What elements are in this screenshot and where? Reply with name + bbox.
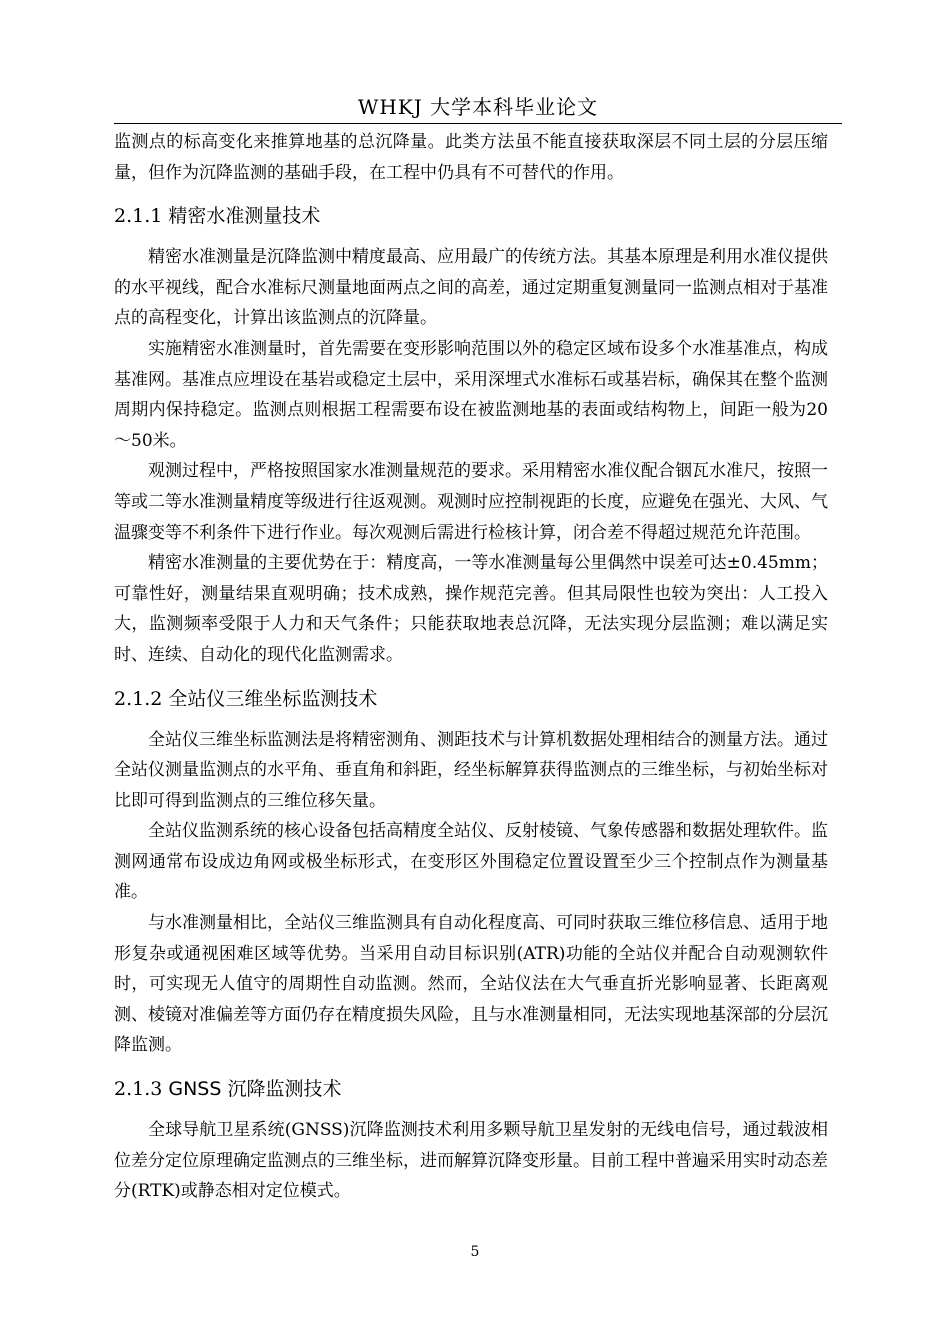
page-body (114, 127, 828, 1207)
page-number: 5 (470, 1244, 480, 1260)
running-header: WHKJ 大学本科毕业论文 (357, 95, 599, 119)
section-heading-2-1-2 (114, 684, 828, 714)
paragraph: 精密水准测量的主要优势在于：精度高，一等水准测量每公里偶然中误差可达±0.45mm；可靠性好，测量结果直观明确；技术成熟，操作规范完善。但其局限性也较为突出：人工投入大，监测频率受限于人力和天气条件；只能获取地表总沉降，无法实现分层监测；难以满足实时、连续、自动化的现代化监测需求。 (114, 553, 828, 665)
paragraph: 全站仪三维坐标监测法是将精密测角、测距技术与计算机数据处理相结合的测量方法。通过全站仪测量监测点的水平角、垂直角和斜距，经坐标解算获得监测点的三维坐标，与初始坐标对比即可得到监测点的三维位移矢量。 (114, 729, 828, 811)
intro-paragraph: 监测点的标高变化来推算地基的总沉降量。此类方法虽不能直接获取深层不同土层的分层压缩量，但作为沉降监测的基础手段，在工程中仍具有不可替代的作用。 (114, 132, 828, 183)
section-number: 2.1.3 (114, 1078, 163, 1101)
header-rule (114, 123, 842, 124)
section-heading-2-1-3 (114, 1074, 828, 1104)
section-number: 2.1.2 (114, 687, 163, 710)
paragraph: 全站仪监测系统的核心设备包括高精度全站仪、反射棱镜、气象传感器和数据处理软件。监测网通常布设成边角网或极坐标形式，在变形区外围稳定位置设置至少三个控制点作为测量基准。 (114, 821, 828, 903)
paragraph: 实施精密水准测量时，首先需要在变形影响范围以外的稳定区域布设多个水准基准点，构成基准网。基准点应埋设在基岩或稳定土层中，采用深埋式水准标石或基岩标，确保其在整个监测周期内保持稳定。监测点则根据工程需要布设在被监测地基的表面或结构物上，间距一般为20～50米。 (114, 338, 828, 451)
paragraph: 与水准测量相比，全站仪三维监测具有自动化程度高、可同时获取三维位移信息、适用于地形复杂或通视困难区域等优势。当采用自动目标识别(ATR)功能的全站仪并配合自动观测软件时，可实现无人值守的周期性自动监测。然而，全站仪法在大气垂直折光影响显著、长距离观测、棱镜对准偏差等方面仍存在精度损失风险，且与水准测量相同，无法实现地基深部的分层沉降监测。 (114, 913, 828, 1056)
section-title: 全站仪三维坐标监测技术 (168, 687, 378, 710)
section-number: 2.1.1 (114, 205, 163, 228)
section-heading-2-1-1 (114, 201, 828, 231)
paragraph: 观测过程中，严格按照国家水准测量规范的要求。采用精密水准仪配合铟瓦水准尺，按照一等或二等水准测量精度等级进行往返观测。观测时应控制视距的长度，应避免在强光、大风、气温骤变等不利条件下进行作业。每次观测后需进行检核计算，闭合差不得超过规范允许范围。 (114, 461, 828, 543)
paragraph: 全球导航卫星系统(GNSS)沉降监测技术利用多颗导航卫星发射的无线电信号，通过载波相位差分定位原理确定监测点的三维坐标，进而解算沉降变形量。目前工程中普遍采用实时动态差分(RTK)或静态相对定位模式。 (114, 1120, 828, 1202)
section-title: GNSS 沉降监测技术 (168, 1078, 342, 1101)
paragraph: 精密水准测量是沉降监测中精度最高、应用最广的传统方法。其基本原理是利用水准仪提供的水平视线，配合水准标尺测量地面两点之间的高差，通过定期重复测量同一监测点相对于基准点的高程变化，计算出该监测点的沉降量。 (114, 247, 828, 329)
section-title: 精密水准测量技术 (168, 205, 321, 228)
